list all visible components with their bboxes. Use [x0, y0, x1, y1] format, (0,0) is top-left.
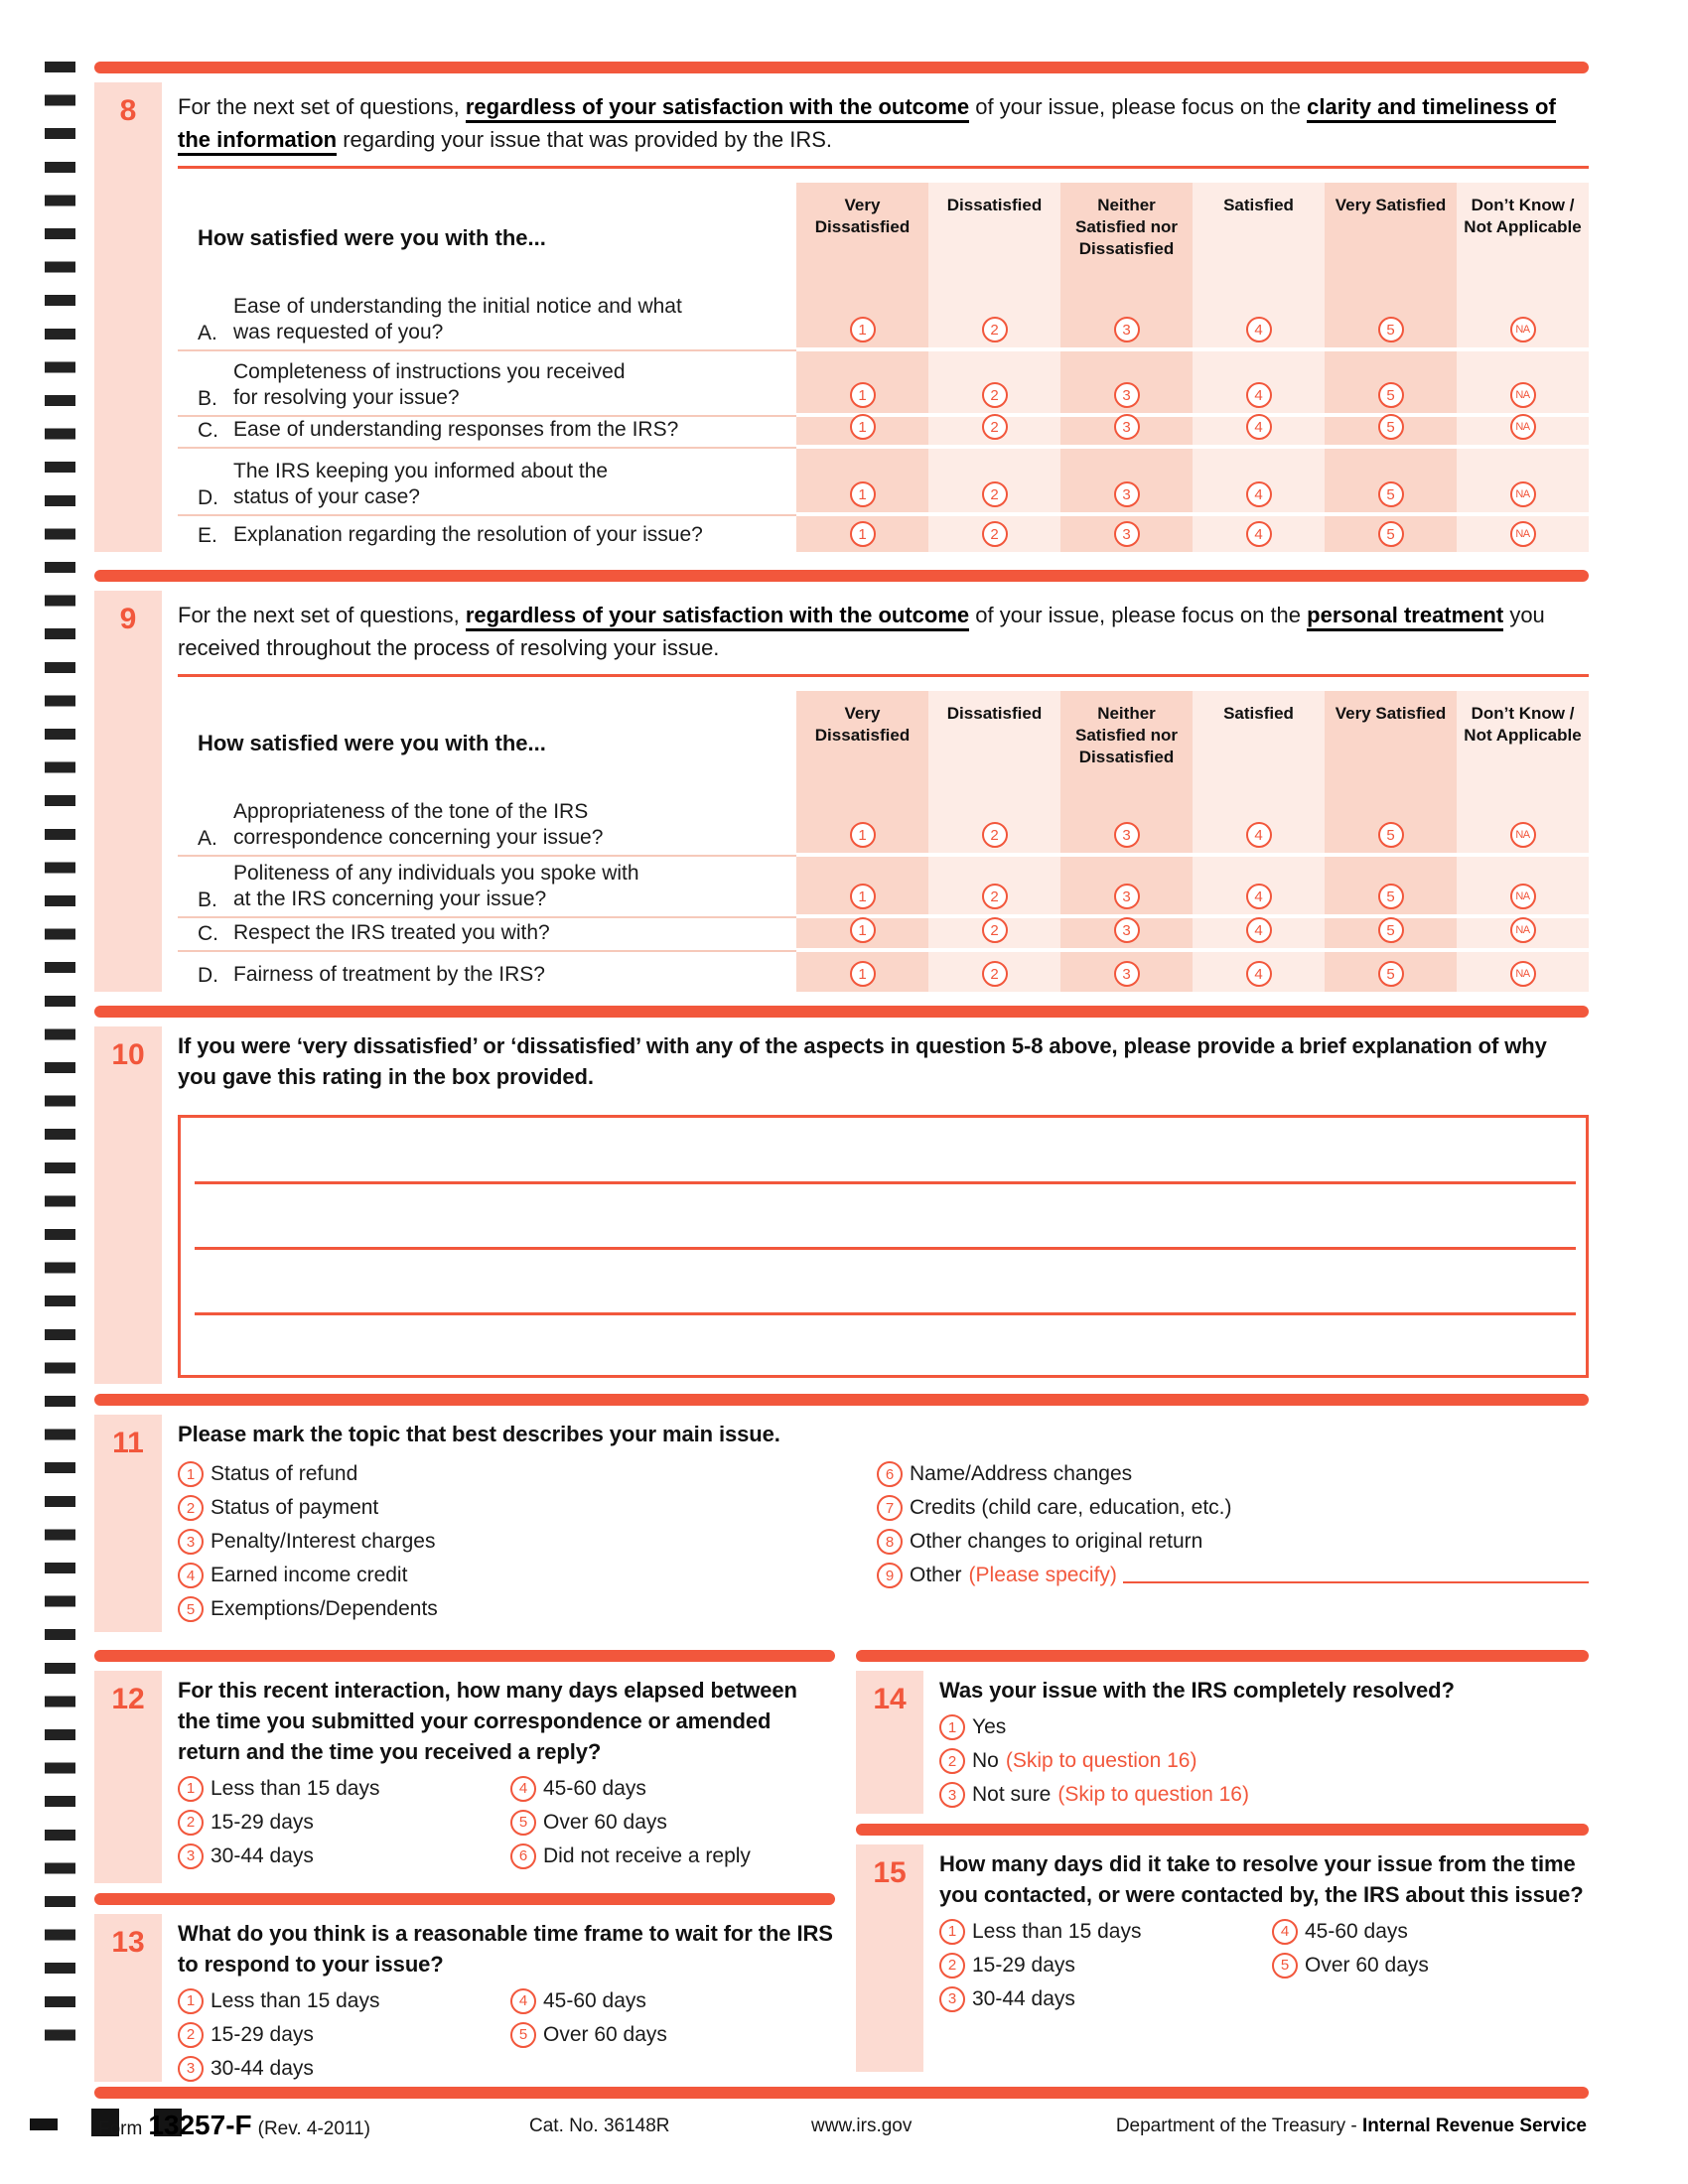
- department-label: Department of the Treasury - Internal Revenue Service: [1115, 2116, 1587, 2137]
- question-number-badge: [856, 1844, 923, 2072]
- q11-option-1[interactable]: [178, 1461, 877, 1487]
- row-text: The IRS keeping you informed about the: [233, 459, 609, 482]
- section-divider-bar: [94, 1006, 1589, 1018]
- rating-bubble-2[interactable]: 2: [982, 382, 1008, 408]
- section-divider-bar: [94, 1650, 835, 1662]
- choice-bubble[interactable]: 1: [178, 1776, 204, 1802]
- rating-bubble-5[interactable]: 5: [1378, 481, 1404, 507]
- question-prompt: How many days did it take to resolve your issue from the time you contacted, or were contacted by, the IRS about this issue?: [939, 1851, 1584, 1908]
- question-number-badge: [94, 1914, 162, 2082]
- rating-bubble-4[interactable]: 4: [1246, 521, 1272, 547]
- choice-label: Penalty/Interest charges: [211, 1530, 436, 1554]
- bottom-question-columns: [94, 1650, 1589, 2080]
- choice-label: Status of payment: [211, 1496, 379, 1520]
- row-text: correspondence concerning your issue?: [233, 825, 604, 849]
- rating-row-c: [178, 918, 1589, 952]
- column-header: Very Dissatisfied: [796, 691, 928, 795]
- question-prompt: For this recent interaction, how many days elapsed between the time you submitted your correspondence or amended return and the time you received a reply?: [178, 1678, 797, 1764]
- row-letter: B.: [198, 888, 217, 911]
- q15-option-3[interactable]: [939, 1986, 1272, 2012]
- question-number-badge: [94, 1026, 162, 1384]
- rating-bubble-na[interactable]: NA: [1510, 961, 1536, 987]
- row-text: at the IRS concerning your issue?: [233, 887, 547, 910]
- row-text: Fairness of treatment by the IRS?: [233, 962, 545, 986]
- q15-option-2[interactable]: [939, 1953, 1272, 1979]
- section-divider-bar: [94, 1394, 1589, 1406]
- choice-label: Did not receive a reply: [543, 1843, 751, 1867]
- rating-row-b: [178, 857, 1589, 918]
- section-divider-bar: [856, 1824, 1589, 1836]
- catalog-number: Cat. No. 36148R: [529, 2116, 670, 2137]
- choice-label: Other: [910, 1564, 962, 1587]
- choice-bubble[interactable]: 4: [510, 1776, 536, 1802]
- choice-label: Yes: [972, 1715, 1007, 1739]
- skip-note: (Skip to question 16): [1005, 1749, 1197, 1773]
- choice-bubble[interactable]: 1: [939, 1714, 965, 1740]
- row-label: [178, 449, 796, 516]
- rating-bubble-5[interactable]: 5: [1378, 382, 1404, 408]
- question-prompt: Please mark the topic that best describes your main issue.: [178, 1421, 780, 1446]
- grid-header-row: [178, 691, 1589, 795]
- question-number: 8: [119, 94, 137, 127]
- q11-option-2[interactable]: [178, 1495, 877, 1521]
- choice-label: 30-44 days: [972, 1986, 1075, 2010]
- column-header: Don’t Know / Not Applicable: [1457, 183, 1589, 294]
- choice-label: Earned income credit: [211, 1564, 408, 1587]
- rating-bubble-1[interactable]: 1: [850, 481, 876, 507]
- row-text: for resolving your issue?: [233, 385, 460, 409]
- q12-option-4[interactable]: [510, 1776, 751, 1802]
- question-11-section: [94, 1394, 1589, 1633]
- footer-divider-bar: [94, 2087, 1589, 2099]
- rating-row-b: [178, 351, 1589, 417]
- q13-option-2[interactable]: [178, 2022, 510, 2048]
- question-number: 10: [111, 1038, 145, 1071]
- question-number-badge: [94, 1415, 162, 1633]
- choice-bubble[interactable]: 3: [939, 1986, 965, 2012]
- question-number: 13: [111, 1926, 145, 1960]
- q15-option-5[interactable]: [1272, 1953, 1429, 1979]
- row-text: Ease of understanding responses from the IRS?: [233, 417, 679, 441]
- rating-bubble-2[interactable]: 2: [982, 317, 1008, 342]
- column-header: Don’t Know / Not Applicable: [1457, 691, 1589, 795]
- rating-bubble-3[interactable]: 3: [1114, 317, 1140, 342]
- q12-option-3[interactable]: [178, 1843, 510, 1869]
- choice-bubble[interactable]: 4: [178, 1563, 204, 1588]
- q11-option-4[interactable]: [178, 1563, 877, 1588]
- choice-bubble[interactable]: 8: [877, 1529, 903, 1555]
- rating-bubble-1[interactable]: 1: [850, 317, 876, 342]
- q14-option-yes[interactable]: [939, 1714, 1589, 1740]
- rating-bubble-na[interactable]: NA: [1510, 481, 1536, 507]
- rating-row-d: [178, 449, 1589, 516]
- column-header: Satisfied: [1193, 691, 1325, 795]
- choice-bubble[interactable]: 2: [939, 1953, 965, 1979]
- column-header: Satisfied: [1193, 183, 1325, 294]
- choice-label: 30-44 days: [211, 1843, 314, 1867]
- q12-option-1[interactable]: [178, 1776, 510, 1802]
- thin-rule: [178, 166, 1589, 169]
- choice-bubble[interactable]: 3: [178, 1529, 204, 1555]
- row-letter: D.: [198, 964, 218, 987]
- rating-bubble-5[interactable]: 5: [1378, 822, 1404, 848]
- satisfaction-grid: [178, 691, 1589, 992]
- q14-option-no[interactable]: [939, 1748, 1589, 1774]
- rating-row-a: [178, 795, 1589, 857]
- column-header: Very Satisfied: [1325, 183, 1457, 294]
- choice-label: Not sure: [972, 1783, 1052, 1807]
- rating-bubble-4[interactable]: 4: [1246, 481, 1272, 507]
- question-number: 15: [873, 1856, 907, 1890]
- section-divider-bar: [94, 62, 1589, 73]
- choice-bubble[interactable]: 3: [178, 2056, 204, 2082]
- question-15-section: [856, 1824, 1589, 2072]
- choice-bubble[interactable]: 1: [178, 1461, 204, 1487]
- choice-label: 45-60 days: [543, 1776, 646, 1800]
- column-header: Dissatisfied: [928, 183, 1060, 294]
- question-intro: For the next set of questions, regardless of your satisfaction with the outcome of your issue, please focus on the clarity and timeliness of the information regarding your issue that was provided by the IRS.: [178, 90, 1589, 156]
- row-letter: C.: [198, 922, 218, 945]
- timing-marks: [45, 62, 75, 2059]
- q13-option-5[interactable]: [510, 2022, 667, 2048]
- question-number: 11: [112, 1426, 144, 1459]
- row-text: Ease of understanding the initial notice and what: [233, 294, 682, 318]
- choice-label: Name/Address changes: [910, 1462, 1133, 1486]
- q11-option-9-other[interactable]: [877, 1563, 1589, 1588]
- choice-bubble[interactable]: 6: [510, 1843, 536, 1869]
- choice-bubble[interactable]: 2: [939, 1748, 965, 1774]
- question-10-section: [94, 1006, 1589, 1384]
- q14-option-not-sure[interactable]: [939, 1782, 1589, 1808]
- rating-bubble-1[interactable]: 1: [850, 521, 876, 547]
- question-number-badge: [94, 1671, 162, 1883]
- rating-bubble-1[interactable]: 1: [850, 884, 876, 909]
- section-divider-bar: [856, 1650, 1589, 1662]
- rating-bubble-3[interactable]: 3: [1114, 481, 1140, 507]
- rating-bubble-1[interactable]: 1: [850, 917, 876, 943]
- choice-label: Over 60 days: [543, 1810, 667, 1834]
- question-prompt: What do you think is a reasonable time frame to wait for the IRS to respond to your issue?: [178, 1921, 833, 1978]
- q11-option-5[interactable]: [178, 1596, 877, 1622]
- choice-label: Exemptions/Dependents: [211, 1597, 438, 1621]
- q11-option-6[interactable]: [877, 1461, 1589, 1487]
- column-header: Very Dissatisfied: [796, 183, 928, 294]
- column-header: Very Satisfied: [1325, 691, 1457, 795]
- rating-bubble-4[interactable]: 4: [1246, 382, 1272, 408]
- row-text: was requested of you?: [233, 320, 444, 343]
- explanation-text-box[interactable]: [178, 1115, 1589, 1378]
- question-14-section: [856, 1650, 1589, 1814]
- rating-bubble-1[interactable]: 1: [850, 382, 876, 408]
- row-letter: E.: [198, 524, 217, 547]
- rating-bubble-4[interactable]: 4: [1246, 884, 1272, 909]
- q13-option-3[interactable]: [178, 2056, 510, 2082]
- row-letter: D.: [198, 486, 218, 509]
- question-13-section: [94, 1893, 835, 2080]
- form-number: 13257-F: [148, 2110, 252, 2141]
- question-12-section: [94, 1650, 835, 1883]
- row-label: [178, 294, 796, 351]
- choice-label: No: [972, 1749, 999, 1773]
- rating-bubble-2[interactable]: 2: [982, 521, 1008, 547]
- question-number-badge: [94, 591, 162, 992]
- q12-option-6[interactable]: [510, 1843, 751, 1869]
- topic-options: [178, 1453, 1589, 1622]
- choice-label: 45-60 days: [543, 1988, 646, 2012]
- choice-bubble[interactable]: 5: [510, 1810, 536, 1836]
- choice-label: Over 60 days: [543, 2022, 667, 2046]
- column-header: Neither Satisfied nor Dissatisfied: [1060, 691, 1193, 795]
- choice-label: Less than 15 days: [211, 1988, 380, 2012]
- form-identifier: Form 13257-F (Rev. 4-2011): [98, 2110, 370, 2141]
- row-label: [178, 952, 796, 992]
- choice-label: Status of refund: [211, 1462, 358, 1486]
- choice-label: Less than 15 days: [972, 1919, 1142, 1943]
- row-label: [178, 795, 796, 857]
- rating-bubble-3[interactable]: 3: [1114, 917, 1140, 943]
- rating-bubble-5[interactable]: 5: [1378, 884, 1404, 909]
- rating-bubble-5[interactable]: 5: [1378, 317, 1404, 342]
- please-specify-label: (Please specify): [968, 1564, 1117, 1587]
- satisfaction-grid: [178, 183, 1589, 552]
- choice-bubble[interactable]: 6: [877, 1461, 903, 1487]
- rating-bubble-1[interactable]: 1: [850, 414, 876, 440]
- section-divider-bar: [94, 570, 1589, 582]
- row-letter: C.: [198, 419, 218, 442]
- rating-bubble-3[interactable]: 3: [1114, 414, 1140, 440]
- rating-bubble-2[interactable]: 2: [982, 884, 1008, 909]
- choice-bubble[interactable]: 5: [510, 2022, 536, 2048]
- row-label: [178, 417, 796, 449]
- q13-option-4[interactable]: [510, 1988, 667, 2014]
- choice-bubble[interactable]: 5: [1272, 1953, 1298, 1979]
- rating-bubble-na[interactable]: NA: [1510, 382, 1536, 408]
- row-text: Appropriateness of the tone of the IRS: [233, 799, 589, 823]
- q11-option-8[interactable]: [877, 1529, 1589, 1555]
- column-header: Dissatisfied: [928, 691, 1060, 795]
- choice-label: 15-29 days: [211, 2022, 314, 2046]
- rating-bubble-2[interactable]: 2: [982, 917, 1008, 943]
- column-header: Neither Satisfied nor Dissatisfied: [1060, 183, 1193, 294]
- q12-option-5[interactable]: [510, 1810, 751, 1836]
- rating-row-e: [178, 516, 1589, 552]
- choice-bubble[interactable]: 3: [939, 1782, 965, 1808]
- rating-bubble-na[interactable]: NA: [1510, 521, 1536, 547]
- rating-bubble-5[interactable]: 5: [1378, 961, 1404, 987]
- skip-note: (Skip to question 16): [1057, 1783, 1249, 1807]
- rating-bubble-5[interactable]: 5: [1378, 414, 1404, 440]
- row-text: Explanation regarding the resolution of your issue?: [233, 522, 703, 546]
- choice-bubble[interactable]: 4: [510, 1988, 536, 2014]
- q11-option-7[interactable]: [877, 1495, 1589, 1521]
- rating-bubble-5[interactable]: 5: [1378, 521, 1404, 547]
- choice-label: 30-44 days: [211, 2056, 314, 2080]
- rating-row-d: [178, 952, 1589, 992]
- question-intro: For the next set of questions, regardless of your satisfaction with the outcome of your issue, please focus on the personal treatment you received throughout the process of resolving your issue.: [178, 603, 1545, 660]
- grid-title: How satisfied were you with the...: [198, 730, 546, 755]
- q15-option-4[interactable]: [1272, 1919, 1429, 1945]
- rating-bubble-2[interactable]: 2: [982, 961, 1008, 987]
- q13-option-1[interactable]: [178, 1988, 510, 2014]
- question-prompt: If you were ‘very dissatisfied’ or ‘dissatisfied’ with any of the aspects in question 5-8 above, please provide a brief explanation of why you gave this rating in the box provided.: [178, 1033, 1547, 1089]
- question-9-section: [94, 570, 1589, 992]
- irs-website-link[interactable]: www.irs.gov: [811, 2116, 913, 2137]
- question-prompt: Was your issue with the IRS completely resolved?: [939, 1678, 1455, 1704]
- writing-line: [195, 1312, 1576, 1315]
- rating-bubble-5[interactable]: 5: [1378, 917, 1404, 943]
- q15-option-1[interactable]: [939, 1919, 1272, 1945]
- row-label: [178, 918, 796, 952]
- choice-bubble[interactable]: 9: [877, 1563, 903, 1588]
- rating-bubble-na[interactable]: NA: [1510, 917, 1536, 943]
- choice-label: 45-60 days: [1305, 1919, 1408, 1943]
- rating-bubble-na[interactable]: NA: [1510, 822, 1536, 848]
- rating-bubble-1[interactable]: 1: [850, 961, 876, 987]
- rating-bubble-3[interactable]: 3: [1114, 961, 1140, 987]
- row-letter: A.: [198, 827, 217, 850]
- choice-bubble[interactable]: 5: [178, 1596, 204, 1622]
- rating-bubble-na[interactable]: NA: [1510, 884, 1536, 909]
- rating-bubble-4[interactable]: 4: [1246, 317, 1272, 342]
- q12-option-2[interactable]: [178, 1810, 510, 1836]
- row-text: Politeness of any individuals you spoke with: [233, 861, 639, 885]
- rating-row-a: [178, 294, 1589, 351]
- grid-header-row: [178, 183, 1589, 294]
- question-number: 12: [111, 1683, 145, 1716]
- rating-row-c: [178, 417, 1589, 449]
- question-number: 9: [119, 603, 137, 635]
- question-number-badge: [94, 82, 162, 552]
- row-text: Respect the IRS treated you with?: [233, 920, 550, 944]
- row-letter: B.: [198, 387, 217, 410]
- choice-label: Less than 15 days: [211, 1776, 380, 1800]
- registration-mark: [30, 2118, 58, 2130]
- other-specify-line[interactable]: [1123, 1564, 1589, 1583]
- rating-bubble-4[interactable]: 4: [1246, 961, 1272, 987]
- choice-bubble[interactable]: 2: [178, 1810, 204, 1836]
- q11-option-3[interactable]: [178, 1529, 877, 1555]
- thin-rule: [178, 674, 1589, 677]
- choice-bubble[interactable]: 2: [178, 1495, 204, 1521]
- choice-bubble[interactable]: 4: [1272, 1919, 1298, 1945]
- choice-label: Other changes to original return: [910, 1530, 1203, 1554]
- rating-bubble-4[interactable]: 4: [1246, 414, 1272, 440]
- writing-line: [195, 1247, 1576, 1250]
- rating-bubble-na[interactable]: NA: [1510, 317, 1536, 342]
- rating-bubble-4[interactable]: 4: [1246, 917, 1272, 943]
- choice-bubble[interactable]: 1: [178, 1988, 204, 2014]
- row-label: [178, 516, 796, 552]
- section-divider-bar: [94, 1893, 835, 1905]
- form-content: [94, 62, 1589, 2143]
- question-number-badge: [856, 1671, 923, 1814]
- rating-bubble-3[interactable]: 3: [1114, 884, 1140, 909]
- choice-bubble[interactable]: 2: [178, 2022, 204, 2048]
- choice-label: Credits (child care, education, etc.): [910, 1496, 1232, 1520]
- choice-label: Over 60 days: [1305, 1953, 1429, 1977]
- rating-bubble-na[interactable]: NA: [1510, 414, 1536, 440]
- row-text: status of your case?: [233, 484, 420, 508]
- question-8-section: [94, 62, 1589, 552]
- choice-label: 15-29 days: [211, 1810, 314, 1834]
- rating-bubble-2[interactable]: 2: [982, 414, 1008, 440]
- question-number: 14: [873, 1683, 907, 1716]
- rating-bubble-3[interactable]: 3: [1114, 382, 1140, 408]
- grid-title: How satisfied were you with the...: [198, 225, 546, 250]
- row-label: [178, 857, 796, 918]
- rating-bubble-3[interactable]: 3: [1114, 822, 1140, 848]
- choice-label: 15-29 days: [972, 1953, 1075, 1977]
- rating-bubble-2[interactable]: 2: [982, 822, 1008, 848]
- row-text: Completeness of instructions you received: [233, 359, 626, 383]
- form-footer: [94, 2087, 1589, 2143]
- writing-line: [195, 1181, 1576, 1184]
- rating-bubble-3[interactable]: 3: [1114, 521, 1140, 547]
- form-revision: (Rev. 4-2011): [257, 2118, 370, 2140]
- rating-bubble-1[interactable]: 1: [850, 822, 876, 848]
- choice-bubble[interactable]: 1: [939, 1919, 965, 1945]
- row-letter: A.: [198, 322, 217, 344]
- rating-bubble-4[interactable]: 4: [1246, 822, 1272, 848]
- choice-bubble[interactable]: 7: [877, 1495, 903, 1521]
- rating-bubble-2[interactable]: 2: [982, 481, 1008, 507]
- row-label: [178, 351, 796, 417]
- choice-bubble[interactable]: 3: [178, 1843, 204, 1869]
